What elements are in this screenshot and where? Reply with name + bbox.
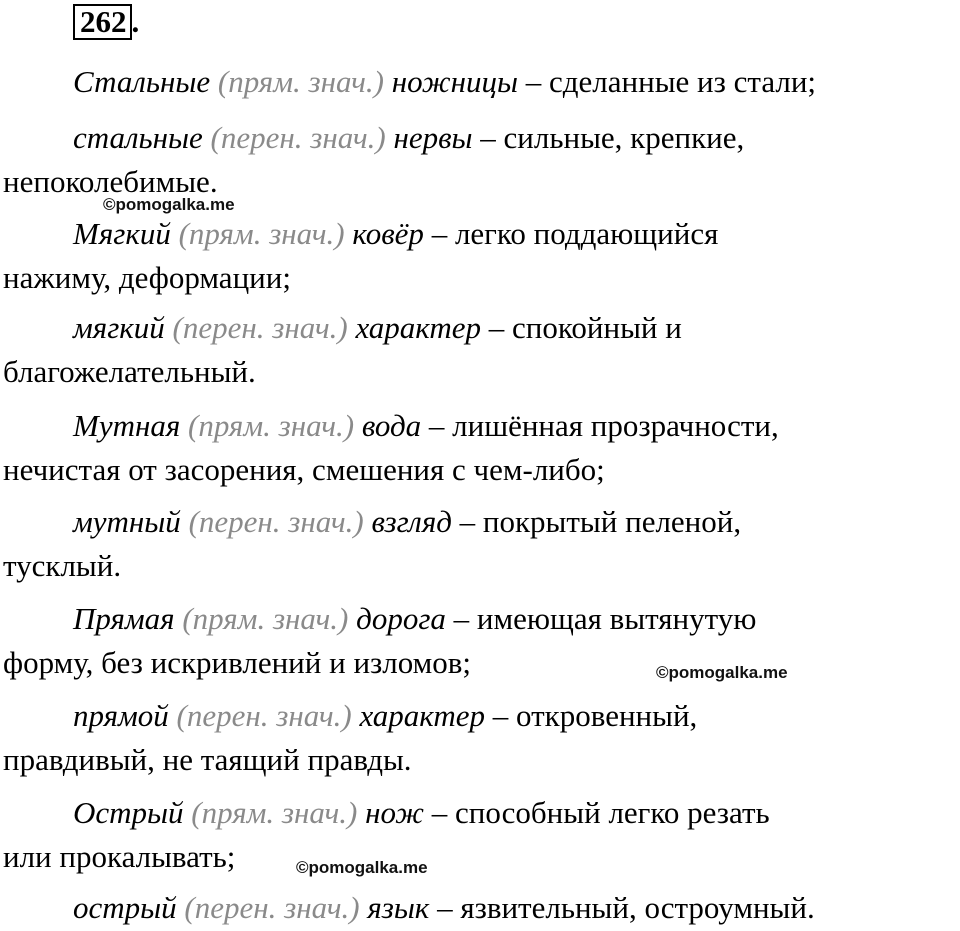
task-number-box: 262 — [73, 4, 132, 40]
adjective: стальные — [73, 120, 203, 155]
adjective: Острый — [73, 795, 184, 830]
task-number-dot: . — [131, 4, 140, 39]
definition: – откровенный, — [485, 698, 698, 733]
definition: – легко поддающийся — [423, 216, 719, 251]
definition: – сделанные из стали; — [518, 64, 817, 99]
entry-first-line — [73, 64, 816, 100]
meaning-mark: (перен. знач.) — [184, 890, 360, 925]
definition: – покрытый пеленой, — [451, 504, 742, 539]
noun: нож — [365, 795, 425, 830]
definition: – способный легко резать — [424, 795, 770, 830]
meaning-mark: (перен. знач.) — [172, 310, 348, 345]
noun: язык — [367, 890, 430, 925]
entry-first-line — [73, 504, 741, 540]
definition: – имеющая вытянутую — [445, 601, 757, 636]
entry-first-line — [73, 601, 756, 637]
noun: взгляд — [371, 504, 452, 539]
definition: – сильные, крепкие, — [472, 120, 745, 155]
definition: – лишённая прозрачности, — [421, 408, 779, 443]
entry-first-line — [73, 408, 779, 444]
entry-continuation-line: форму, без искривлений и изломов; — [3, 645, 472, 680]
noun: нервы — [393, 120, 473, 155]
entry-first-line — [73, 698, 697, 734]
noun: дорога — [356, 601, 446, 636]
entry-first-line — [73, 216, 718, 252]
adjective: мягкий — [73, 310, 165, 345]
noun: ковёр — [352, 216, 424, 251]
adjective: острый — [73, 890, 177, 925]
entry-continuation-line: нажиму, деформации; — [3, 260, 291, 295]
adjective: прямой — [73, 698, 169, 733]
watermark: ©pomogalka.me — [656, 663, 788, 682]
entry-first-line — [73, 795, 770, 831]
entry-continuation-line: непоколебимые. — [3, 164, 218, 199]
meaning-mark: (прям. знач.) — [178, 216, 345, 251]
watermark: ©pomogalka.me — [296, 858, 428, 877]
meaning-mark: (перен. знач.) — [210, 120, 386, 155]
adjective: Мягкий — [73, 216, 171, 251]
noun: характер — [355, 310, 482, 345]
noun: ножницы — [391, 64, 519, 99]
adjective: мутный — [73, 504, 181, 539]
adjective: Стальные — [73, 64, 211, 99]
entry-continuation-line: правдивый, не таящий правды. — [3, 742, 412, 777]
definition: – язвительный, остроумный. — [429, 890, 815, 925]
entry-continuation-line: благожелательный. — [3, 354, 256, 389]
meaning-mark: (прям. знач.) — [191, 795, 358, 830]
meaning-mark: (перен. знач.) — [176, 698, 352, 733]
watermark: ©pomogalka.me — [103, 195, 235, 214]
meaning-mark: (перен. знач.) — [188, 504, 364, 539]
entry-continuation-line: или прокалывать; — [3, 839, 236, 874]
meaning-mark: (прям. знач.) — [182, 601, 349, 636]
noun: характер — [359, 698, 486, 733]
noun: вода — [361, 408, 422, 443]
adjective: Прямая — [73, 601, 175, 636]
entry-first-line — [73, 310, 682, 346]
meaning-mark: (прям. знач.) — [217, 64, 384, 99]
adjective: Мутная — [73, 408, 181, 443]
entry-continuation-line: нечистая от засорения, смешения с чем-либо; — [3, 452, 605, 487]
entry-continuation-line: тусклый. — [3, 548, 122, 583]
meaning-mark: (прям. знач.) — [188, 408, 355, 443]
entry-first-line — [73, 120, 744, 156]
task-number — [73, 4, 139, 40]
entry-first-line — [73, 890, 815, 926]
definition: – спокойный и — [481, 310, 682, 345]
